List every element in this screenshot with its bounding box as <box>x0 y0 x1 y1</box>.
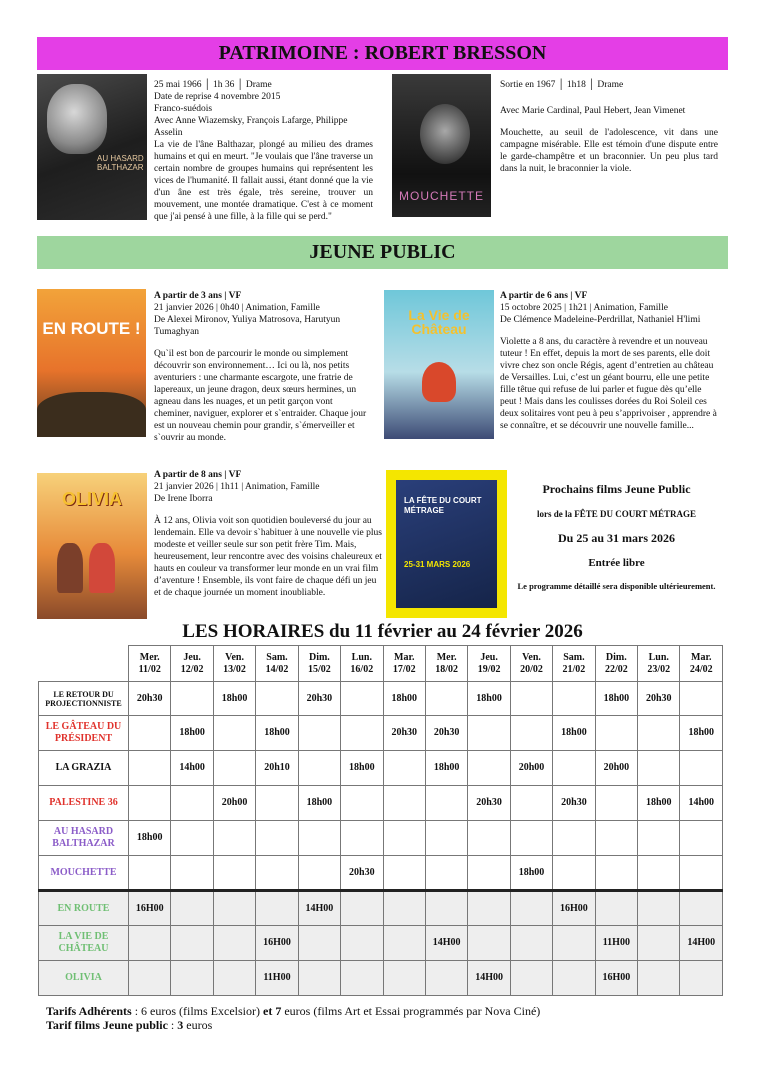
schedule-time-cell <box>638 751 680 786</box>
schedule-time-cell <box>553 751 595 786</box>
schedule-time-cell <box>256 682 298 716</box>
schedule-time-cell[interactable]: 16H00 <box>595 961 637 996</box>
schedule-time-cell[interactable]: 18h00 <box>171 716 213 751</box>
jeune-public-banner: JEUNE PUBLIC <box>37 236 728 269</box>
schedule-time-cell <box>171 821 213 856</box>
poster-la-vie-de-chateau[interactable] <box>384 290 494 439</box>
day-header: Lun. 16/02 <box>341 646 383 682</box>
poster-mouchette[interactable] <box>392 74 491 217</box>
schedule-time-cell <box>468 926 510 961</box>
schedule-time-cell <box>341 821 383 856</box>
schedule-time-cell <box>341 926 383 961</box>
tarifs <box>46 1004 540 1032</box>
schedule-time-cell[interactable]: 18h00 <box>425 751 467 786</box>
schedule-time-cell <box>298 926 340 961</box>
day-header: Ven. 20/02 <box>510 646 552 682</box>
schedule-time-cell <box>383 786 425 821</box>
day-header: Mer. 18/02 <box>425 646 467 682</box>
schedule-row <box>39 716 723 751</box>
schedule-time-cell <box>510 926 552 961</box>
schedule-time-cell <box>680 961 723 996</box>
film-age: A partir de 6 ans | VF <box>500 291 588 301</box>
film-info-mouchette <box>500 79 718 175</box>
schedule-film-title: LE GÂTEAU DU PRÉSIDENT <box>39 716 129 751</box>
film-synopsis: Violette a 8 ans, du caractère à revendre et un nouveau tuteur ! En effet, depuis la mort de ses parents, elle doit vivre chez son oncle Régis, agent d’entretien au château de Versailles. Lui, c’est un géant bourru, elle une petite fille têtue qui refuse de lui parler et fugue dès qu’elle peut ! Mais dans les coulisses dorées du Roi Soleil ces deux solitaires vont peu à peu s’apprivoiser , apprendre à se connaître, et se découvrir une nouvelle famille... <box>500 337 717 431</box>
schedule-title: LES HORAIRES du 11 février au 24 février 2026 <box>182 621 583 642</box>
schedule-row <box>39 891 723 926</box>
film-synopsis: Qu`il est bon de parcourir le monde ou simplement découvrir son environnement… Ici ou là, nos petits aventuriers : une charmante escargote, une fratrie de lapereaux, un jeune dragon, deux sœurs hermines, un agneau dans les nuages, et un petit garçon vont cheminer, naviguer, explorer et s`entraider. Chaque jour est un nouveau chemin pour grandir, s`émerveiller et s`ouvrir au monde. <box>154 349 367 443</box>
film-meta: Franco-suédois <box>154 104 213 114</box>
schedule-time-cell <box>553 821 595 856</box>
schedule-time-cell <box>129 716 171 751</box>
schedule-row <box>39 961 723 996</box>
schedule-time-cell <box>510 786 552 821</box>
schedule-time-cell[interactable]: 18h00 <box>129 821 171 856</box>
film-meta: Sortie en 1967 │ 1h18 │ Drame <box>500 80 624 90</box>
schedule-time-cell <box>341 716 383 751</box>
promo-title: Prochains films Jeune Public <box>542 482 691 496</box>
film-meta: 25 mai 1966 │ 1h 36 │ Drame <box>154 80 272 90</box>
poster-ground <box>37 392 146 437</box>
schedule-time-cell <box>213 961 255 996</box>
schedule-time-cell <box>510 716 552 751</box>
poster-character <box>89 543 115 593</box>
schedule-time-cell[interactable]: 11H00 <box>595 926 637 961</box>
schedule-time-cell[interactable]: 18h00 <box>383 682 425 716</box>
film-age: A partir de 3 ans | VF <box>154 291 242 301</box>
schedule-time-cell[interactable]: 18h00 <box>553 716 595 751</box>
schedule-time-cell[interactable]: 20h30 <box>425 716 467 751</box>
schedule-time-cell <box>468 716 510 751</box>
schedule-time-cell <box>256 821 298 856</box>
schedule-time-cell <box>425 821 467 856</box>
schedule-time-cell <box>171 891 213 926</box>
schedule-time-cell[interactable]: 20h00 <box>510 751 552 786</box>
film-synopsis: À 12 ans, Olivia voit son quotidien bouleversé du jour au lendemain. Elle va devoir s`habituer à une nouvelle vie plus modeste et veiller seule sur son petit frère Tim. Mais, heureusement, leur rencontre avec des voisins chaleureux et hauts en couleur va transformer leur monde en un vrai film d’aventure ! Ensemble, ils vont faire de chaque défi un jeu et de chaque journée un moment inoubliable. <box>154 516 382 598</box>
schedule-time-cell[interactable]: 18h00 <box>298 786 340 821</box>
schedule-time-cell <box>553 961 595 996</box>
schedule-time-cell <box>129 926 171 961</box>
schedule-table <box>38 645 723 996</box>
schedule-time-cell <box>425 786 467 821</box>
schedule-time-cell <box>171 856 213 891</box>
schedule-time-cell[interactable]: 18h00 <box>213 682 255 716</box>
schedule-time-cell[interactable]: 18h00 <box>638 786 680 821</box>
schedule-time-cell[interactable]: 20h00 <box>213 786 255 821</box>
schedule-time-cell <box>298 751 340 786</box>
schedule-time-cell <box>595 856 637 891</box>
day-header: Jeu. 19/02 <box>468 646 510 682</box>
schedule-time-cell <box>383 821 425 856</box>
film-cast: Avec Marie Cardinal, Paul Hebert, Jean Vimenet <box>500 106 686 116</box>
schedule-row <box>39 682 723 716</box>
schedule-time-cell <box>510 891 552 926</box>
poster-character <box>422 362 456 402</box>
poster-face <box>47 84 107 154</box>
schedule-time-cell <box>595 716 637 751</box>
schedule-time-cell[interactable]: 16H00 <box>256 926 298 961</box>
poster-au-hasard-balthazar[interactable] <box>37 74 147 220</box>
schedule-film-title: PALESTINE 36 <box>39 786 129 821</box>
schedule-time-cell <box>595 891 637 926</box>
schedule-time-cell[interactable]: 16H00 <box>129 891 171 926</box>
schedule-time-cell[interactable]: 20h00 <box>595 751 637 786</box>
schedule-row <box>39 751 723 786</box>
tarif-jeune-public: Tarif films Jeune public : 3 euros <box>46 1018 213 1032</box>
schedule-time-cell[interactable]: 18h00 <box>256 716 298 751</box>
schedule-time-cell <box>553 856 595 891</box>
schedule-time-cell <box>553 682 595 716</box>
day-header: Sam. 14/02 <box>256 646 298 682</box>
schedule-time-cell <box>298 821 340 856</box>
schedule-time-cell[interactable]: 20h30 <box>129 682 171 716</box>
film-directors: De Irene Iborra <box>154 494 213 504</box>
schedule-time-cell <box>383 961 425 996</box>
schedule-time-cell <box>383 926 425 961</box>
poster-title: AU HASARD BALTHAZAR <box>97 154 144 172</box>
schedule-time-cell[interactable]: 14h00 <box>171 751 213 786</box>
film-cast: Avec Anne Wiazemsky, François Lafarge, Philippe Asselin <box>154 116 348 138</box>
day-header: Dim. 22/02 <box>595 646 637 682</box>
poster-title: La Vie de Château <box>408 307 470 337</box>
schedule-time-cell <box>638 856 680 891</box>
schedule-time-cell <box>383 856 425 891</box>
schedule-time-cell[interactable]: 14H00 <box>680 926 723 961</box>
day-header: Mer. 11/02 <box>129 646 171 682</box>
promo-fete-court-metrage <box>514 480 719 592</box>
schedule-time-cell[interactable]: 18h00 <box>595 682 637 716</box>
schedule-time-cell <box>341 682 383 716</box>
schedule-time-cell[interactable]: 14h00 <box>680 786 723 821</box>
schedule-time-cell <box>341 961 383 996</box>
film-info-en-route <box>154 290 368 444</box>
poster-en-route[interactable] <box>37 289 146 437</box>
schedule-row <box>39 856 723 891</box>
promo-entry: Entrée libre <box>588 557 645 569</box>
day-header: Jeu. 12/02 <box>171 646 213 682</box>
poster-dates: 25-31 MARS 2026 <box>404 560 471 569</box>
schedule-time-cell <box>680 682 723 716</box>
schedule-time-cell <box>510 682 552 716</box>
poster-fete-du-court-metrage[interactable] <box>386 470 507 618</box>
schedule-time-cell <box>213 716 255 751</box>
schedule-time-cell <box>256 786 298 821</box>
schedule-time-cell <box>383 891 425 926</box>
schedule-time-cell <box>341 786 383 821</box>
schedule-time-cell <box>298 716 340 751</box>
schedule-time-cell <box>425 856 467 891</box>
schedule-time-cell[interactable]: 14H00 <box>468 961 510 996</box>
schedule-time-cell <box>468 821 510 856</box>
day-header: Lun. 23/02 <box>638 646 680 682</box>
film-meta: 21 janvier 2026 | 0h40 | Animation, Famille <box>154 303 320 313</box>
film-directors: De Alexei Mironov, Yuliya Matrosova, Harutyun Tumaghyan <box>154 315 341 337</box>
schedule-time-cell <box>680 891 723 926</box>
promo-note: Le programme détaillé sera disponible ultérieurement. <box>517 581 716 591</box>
promo-subtitle: lors de la FÊTE DU COURT MÉTRAGE <box>536 509 697 519</box>
schedule-time-cell <box>383 751 425 786</box>
film-meta: 15 octobre 2025 | 1h21 | Animation, Famille <box>500 303 668 313</box>
schedule-time-cell <box>680 821 723 856</box>
schedule-time-cell <box>638 821 680 856</box>
schedule-row <box>39 786 723 821</box>
schedule-time-cell[interactable]: 20h30 <box>341 856 383 891</box>
schedule-film-title: MOUCHETTE <box>39 856 129 891</box>
schedule-time-cell[interactable]: 16H00 <box>553 891 595 926</box>
poster-title: EN ROUTE ! <box>42 319 141 338</box>
schedule-time-cell <box>213 856 255 891</box>
schedule-time-cell[interactable]: 20h30 <box>468 786 510 821</box>
schedule-time-cell <box>213 751 255 786</box>
schedule-time-cell[interactable]: 18h00 <box>341 751 383 786</box>
schedule-time-cell <box>341 891 383 926</box>
day-header: Mar. 17/02 <box>383 646 425 682</box>
schedule-time-cell <box>468 891 510 926</box>
schedule-film-title: AU HASARD BALTHAZAR <box>39 821 129 856</box>
schedule-time-cell <box>298 961 340 996</box>
schedule-time-cell <box>171 961 213 996</box>
film-info-balthazar <box>154 79 373 223</box>
schedule-time-cell <box>638 961 680 996</box>
schedule-row <box>39 926 723 961</box>
schedule-time-cell <box>468 751 510 786</box>
poster-face <box>420 104 470 164</box>
schedule-time-cell <box>171 682 213 716</box>
schedule-time-cell <box>425 682 467 716</box>
schedule-time-cell <box>510 821 552 856</box>
patrimoine-banner: PATRIMOINE : ROBERT BRESSON <box>37 37 728 70</box>
schedule-time-cell <box>213 926 255 961</box>
schedule-time-cell[interactable]: 20h30 <box>383 716 425 751</box>
schedule-film-title: LA VIE DE CHÂTEAU <box>39 926 129 961</box>
schedule-time-cell <box>213 891 255 926</box>
promo-dates: Du 25 au 31 mars 2026 <box>557 531 675 545</box>
schedule-film-title: LA GRAZIA <box>39 751 129 786</box>
schedule-time-cell[interactable]: 20h30 <box>553 786 595 821</box>
schedule-time-cell <box>638 891 680 926</box>
poster-olivia[interactable] <box>37 473 147 619</box>
schedule-time-cell <box>680 856 723 891</box>
schedule-film-title: OLIVIA <box>39 961 129 996</box>
schedule-time-cell <box>213 821 255 856</box>
film-meta: Date de reprise 4 novembre 2015 <box>154 92 281 102</box>
film-synopsis: La vie de l'âne Balthazar, plongé au milieu des drames humains et qui en meurt. "Je voulais que l'âne traverse un certain nombre de groupes humains qui représentent les vices de l'humanité. Il fallait aussi, étant donné que la vie d'un âne est très égale, très sereine, trouver un mouvement, une montée dramatique. C'est à ce moment que j'ai pensé à une fille, à la fille qui se perd." <box>154 140 373 222</box>
film-directors: De Clémence Madeleine-Perdrillat, Nathaniel H'limi <box>500 315 701 325</box>
poster-title: MOUCHETTE <box>399 189 484 203</box>
schedule-row <box>39 821 723 856</box>
schedule-time-cell <box>129 786 171 821</box>
schedule-time-cell <box>680 751 723 786</box>
schedule-time-cell <box>171 926 213 961</box>
schedule-time-cell <box>468 856 510 891</box>
schedule-time-cell[interactable]: 14H00 <box>425 926 467 961</box>
header-corner <box>39 646 129 682</box>
schedule-time-cell <box>638 926 680 961</box>
schedule-time-cell <box>638 716 680 751</box>
day-header: Ven. 13/02 <box>213 646 255 682</box>
film-info-olivia <box>154 469 385 599</box>
schedule-time-cell[interactable]: 20h10 <box>256 751 298 786</box>
day-header: Mar. 24/02 <box>680 646 723 682</box>
film-meta: 21 janvier 2026 | 1h11 | Animation, Famille <box>154 482 320 492</box>
schedule-time-cell[interactable]: 11H00 <box>256 961 298 996</box>
schedule-time-cell[interactable]: 14H00 <box>298 891 340 926</box>
schedule-time-cell <box>129 751 171 786</box>
schedule-time-cell[interactable]: 20h30 <box>298 682 340 716</box>
schedule-time-cell <box>595 821 637 856</box>
poster-title: LA FÊTE DU COURT MÉTRAGE <box>404 496 482 515</box>
schedule-film-title: LE RETOUR DU PROJECTIONNISTE <box>39 682 129 716</box>
film-info-la-vie-de-chateau <box>500 290 720 432</box>
film-age: A partir de 8 ans | VF <box>154 470 242 480</box>
tarif-adherents: Tarifs Adhérents : 6 euros (films Excelsior) et 7 euros (films Art et Essai programmés par Nova Ciné) <box>46 1004 541 1018</box>
schedule-time-cell <box>553 926 595 961</box>
poster-title: OLIVIA <box>61 489 122 509</box>
schedule-time-cell <box>425 891 467 926</box>
schedule-time-cell <box>129 856 171 891</box>
schedule-time-cell[interactable]: 18h00 <box>680 716 723 751</box>
film-synopsis: Mouchette, au seuil de l'adolescence, vit dans une campagne misérable. Elle est témoin d'une dispute entre le garde-champêtre et un braconnier. Un peu plus tard dans la nuit, le braconnier la viole. <box>500 128 718 174</box>
schedule-time-cell <box>510 961 552 996</box>
day-header: Dim. 15/02 <box>298 646 340 682</box>
schedule-time-cell <box>256 856 298 891</box>
schedule-time-cell <box>425 961 467 996</box>
schedule-time-cell[interactable]: 20h30 <box>638 682 680 716</box>
schedule-time-cell[interactable]: 18h00 <box>468 682 510 716</box>
schedule-time-cell[interactable]: 18h00 <box>510 856 552 891</box>
day-header: Sam. 21/02 <box>553 646 595 682</box>
schedule-time-cell <box>171 786 213 821</box>
schedule-time-cell <box>129 961 171 996</box>
schedule-time-cell <box>256 891 298 926</box>
schedule-film-title: EN ROUTE <box>39 891 129 926</box>
schedule-time-cell <box>595 786 637 821</box>
poster-character <box>57 543 83 593</box>
schedule-time-cell <box>298 856 340 891</box>
